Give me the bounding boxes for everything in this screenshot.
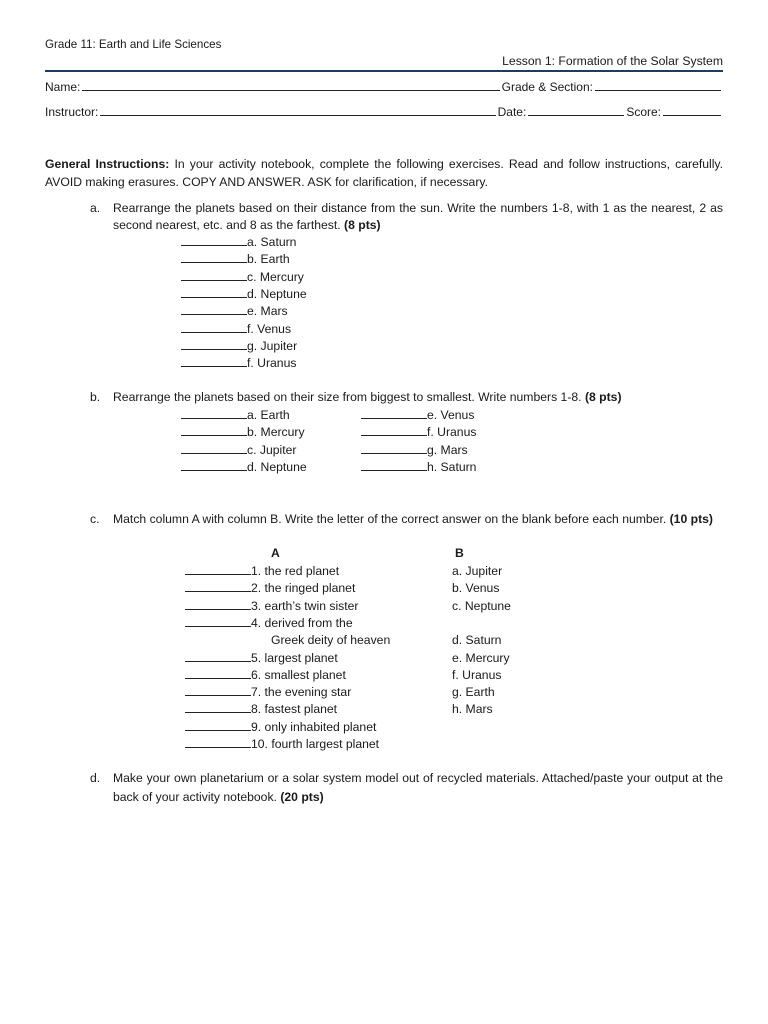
answer-blank[interactable] <box>185 720 251 731</box>
item-label: 1. the red planet <box>251 564 340 578</box>
column-a-item <box>185 736 379 753</box>
part-a-item <box>181 303 288 320</box>
item-label: g. Mars <box>427 442 468 457</box>
part-c-prompt <box>90 511 723 528</box>
answer-blank[interactable] <box>185 668 251 679</box>
header-rule <box>45 70 723 72</box>
part-c-letter: c. <box>90 512 100 526</box>
answer-blank[interactable] <box>181 235 247 246</box>
column-b-item <box>452 632 501 649</box>
part-b-item <box>361 407 474 424</box>
part-a-points: (8 pts) <box>344 218 381 232</box>
part-b-item <box>361 442 468 459</box>
general-instructions <box>45 155 723 191</box>
item-label: 8. fastest planet <box>251 702 338 717</box>
answer-blank[interactable] <box>181 252 247 263</box>
part-b-letter: b. <box>90 390 101 404</box>
item-label: f. Uranus <box>247 356 297 371</box>
answer-blank[interactable] <box>361 425 427 436</box>
item-label: a. Saturn <box>247 235 297 249</box>
answer-blank[interactable] <box>181 339 247 350</box>
item-label: 3. earth’s twin sister <box>251 598 359 613</box>
item-label: b. Mercury <box>247 425 305 440</box>
item-label: f. Uranus <box>427 425 477 440</box>
answer-blank[interactable] <box>185 581 251 592</box>
column-a-item <box>185 719 376 736</box>
answer-blank[interactable] <box>181 443 247 454</box>
lesson-title: Lesson 1: Formation of the Solar System <box>502 54 723 68</box>
part-a-item <box>181 251 290 268</box>
answer-blank[interactable] <box>185 685 251 696</box>
part-a-item <box>181 321 291 338</box>
answer-blank[interactable] <box>181 304 247 315</box>
part-a-text: Rearrange the planets based on their distance from the sun. Write the numbers 1-8, with 1 as the nearest, 2 as second nearest, etc. and 8 as the farthest. <box>113 201 723 232</box>
answer-blank[interactable] <box>181 270 247 281</box>
column-b-item <box>452 684 495 701</box>
part-d-letter: d. <box>90 771 101 785</box>
grade-section-field[interactable] <box>595 80 721 91</box>
part-c-points: (10 pts) <box>669 512 713 526</box>
general-instructions-label: General Instructions: <box>45 157 170 171</box>
column-b-item <box>452 580 499 597</box>
item-label: f. Uranus <box>452 667 502 682</box>
part-a-item <box>181 269 304 286</box>
instructor-field[interactable] <box>100 105 495 116</box>
item-label: f. Venus <box>247 321 292 336</box>
answer-blank[interactable] <box>181 425 247 436</box>
answer-blank[interactable] <box>185 599 251 610</box>
date-field[interactable] <box>528 105 624 116</box>
grade-section-label: Grade & Section: <box>501 80 593 94</box>
part-d-points: (20 pts) <box>280 790 324 804</box>
answer-blank[interactable] <box>185 737 251 748</box>
part-a-item <box>181 234 296 251</box>
answer-blank[interactable] <box>181 460 247 471</box>
part-a-item <box>181 355 296 372</box>
column-b-item <box>452 650 510 667</box>
item-label: 4. derived from the <box>251 615 353 630</box>
part-d-text: Make your own planetarium or a solar system model out of recycled materials. Attached/paste your output at the back of your activity notebook. <box>113 771 723 804</box>
part-b-points: (8 pts) <box>584 390 622 404</box>
part-b-item <box>181 442 296 459</box>
answer-blank[interactable] <box>185 564 251 575</box>
item-label: g. Earth <box>452 685 495 700</box>
column-a-item <box>185 598 358 615</box>
item-label: 10. fourth largest planet <box>251 737 380 751</box>
item-label: d. Neptune <box>247 459 307 474</box>
column-a-heading: A <box>271 546 280 560</box>
part-b-item <box>181 407 290 424</box>
item-label: a. Jupiter <box>452 564 503 578</box>
part-a-prompt <box>90 200 723 234</box>
item-label: h. Mars <box>452 702 493 717</box>
answer-blank[interactable] <box>185 616 251 627</box>
item-label: e. Venus <box>427 408 475 422</box>
part-b-prompt <box>90 389 723 406</box>
item-label: g. Jupiter <box>247 338 298 353</box>
part-c-text: Match column A with column B. Write the letter of the correct answer on the blank before each number. <box>113 512 667 526</box>
item-label: b. Earth <box>247 252 290 267</box>
item-label: 9. only inhabited planet <box>251 719 377 734</box>
column-b-item <box>452 563 502 580</box>
column-a-item <box>185 580 355 597</box>
column-b-item <box>452 701 493 718</box>
answer-blank[interactable] <box>181 287 247 298</box>
item-label: c. Mercury <box>247 269 304 284</box>
part-d-prompt <box>90 769 723 807</box>
answer-blank[interactable] <box>181 356 247 367</box>
item-label: 5. largest planet <box>251 650 338 665</box>
item-label: 2. the ringed planet <box>251 581 356 596</box>
column-a-item-continuation <box>271 632 390 649</box>
answer-blank[interactable] <box>185 651 251 662</box>
item-label: 7. the evening star <box>251 685 352 700</box>
item-label: 6. smallest planet <box>251 667 346 682</box>
item-label: Greek deity of heaven <box>271 633 391 647</box>
item-label: c. Neptune <box>452 598 511 613</box>
column-a-item <box>185 650 338 667</box>
name-label: Name: <box>45 80 81 94</box>
answer-blank[interactable] <box>185 702 251 713</box>
general-instructions-text: In your activity notebook, complete the following exercises. Read and follow instructions, carefully. AVOID making erasures. COPY AND ANSWER. ASK for clarification, if necessary. <box>45 157 724 189</box>
answer-blank[interactable] <box>181 408 247 419</box>
column-a-item <box>185 701 337 718</box>
item-label: e. Mars <box>247 304 288 319</box>
answer-blank[interactable] <box>361 460 427 471</box>
item-label: a. Earth <box>247 408 290 422</box>
part-b-item <box>181 424 305 441</box>
answer-blank[interactable] <box>181 322 247 333</box>
item-label: d. Saturn <box>452 633 502 648</box>
answer-blank[interactable] <box>361 443 427 454</box>
part-b-text: Rearrange the planets based on their size from biggest to smallest. Write numbers 1-8. <box>113 390 582 404</box>
item-label: b. Venus <box>452 581 500 596</box>
column-b-item <box>452 598 511 615</box>
part-b-item <box>361 459 476 476</box>
name-grade-row <box>45 80 723 94</box>
item-label: d. Neptune <box>247 286 307 301</box>
instructor-label: Instructor: <box>45 105 99 119</box>
instructor-date-row <box>45 105 723 119</box>
column-b-item <box>452 667 501 684</box>
name-field[interactable] <box>82 80 499 91</box>
item-label: h. Saturn <box>427 459 477 474</box>
column-b-heading: B <box>455 546 464 560</box>
part-b-item <box>181 459 307 476</box>
date-label: Date: <box>497 105 527 119</box>
column-a-item <box>185 563 339 580</box>
part-a-item <box>181 338 297 355</box>
part-a-item <box>181 286 307 303</box>
score-field[interactable] <box>663 105 721 116</box>
score-label: Score: <box>626 105 661 119</box>
answer-blank[interactable] <box>361 408 427 419</box>
part-b-item <box>361 424 476 441</box>
column-a-item <box>185 684 351 701</box>
part-a-letter: a. <box>90 201 101 215</box>
item-label: e. Mercury <box>452 650 510 665</box>
column-a-item <box>185 667 346 684</box>
item-label: c. Jupiter <box>247 442 297 457</box>
subject-header: Grade 11: Earth and Life Sciences <box>45 38 222 51</box>
column-a-item <box>185 615 353 632</box>
